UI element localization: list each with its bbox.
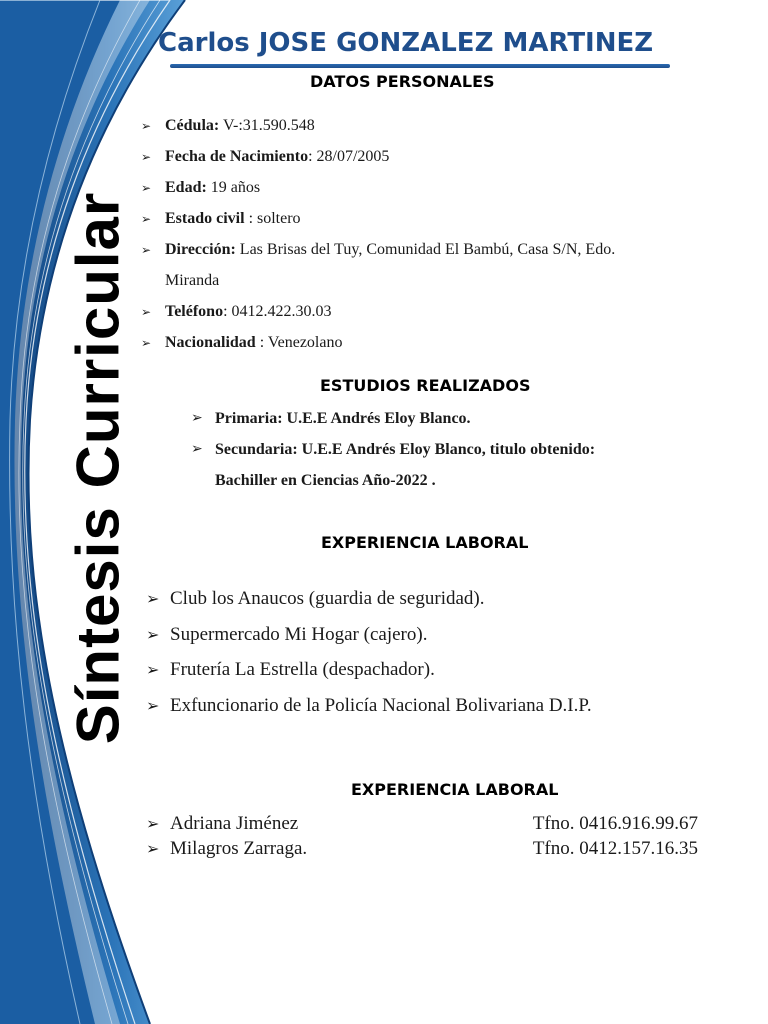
list-item: ➢ Frutería La Estrella (despachador).	[146, 652, 706, 688]
list-item: ➢ Secundaria: U.E.E Andrés Eloy Blanco, titulo obtenido:	[191, 434, 711, 465]
studies-title: ESTUDIOS REALIZADOS	[320, 376, 531, 395]
list-item: ➢ Primaria: U.E.E Andrés Eloy Blanco.	[191, 403, 711, 434]
side-title: Síntesis Curricular	[64, 191, 132, 745]
arrow-bullet-icon: ➢	[141, 336, 152, 350]
references-title: EXPERIENCIA LABORAL	[351, 780, 559, 799]
list-item: ➢ Club los Anaucos (guardia de seguridad).	[146, 581, 706, 617]
arrow-bullet-icon: ➢	[191, 441, 203, 457]
list-item: ➢ Fecha de Nacimiento: 28/07/2005	[141, 141, 701, 172]
list-item	[146, 811, 698, 836]
reference-name: Milagros Zarraga.	[170, 838, 308, 859]
list-item-continuation: Miranda	[165, 272, 220, 289]
arrow-bullet-icon: ➢	[146, 624, 160, 644]
references-list	[146, 811, 698, 861]
experience-list	[146, 581, 706, 723]
person-name: Carlos JOSE GONZALEZ MARTINEZ	[158, 28, 654, 58]
list-item: ➢ Dirección: Las Brisas del Tuy, Comunidad El Bambú, Casa S/N, Edo.	[141, 234, 701, 265]
arrow-bullet-icon: ➢	[141, 119, 152, 133]
list-item: ➢ Cédula: V-:31.590.548	[141, 110, 701, 141]
arrow-bullet-icon: ➢	[146, 660, 160, 679]
reference-name: Adriana Jiménez	[170, 813, 299, 834]
list-item	[146, 836, 698, 861]
arrow-bullet-icon: ➢	[141, 243, 152, 257]
list-item: ➢ Supermercado Mi Hogar (cajero).	[146, 617, 706, 653]
list-item: ➢ Nacionalidad : Venezolano	[141, 327, 701, 358]
list-item-continuation: Bachiller en Ciencias Año-2022 .	[215, 472, 436, 489]
studies-list	[191, 403, 711, 496]
arrow-bullet-icon: ➢	[146, 839, 160, 858]
experience-title: EXPERIENCIA LABORAL	[321, 533, 529, 552]
arrow-bullet-icon: ➢	[146, 814, 160, 833]
reference-phone: Tfno. 0416.916.99.67	[532, 813, 698, 834]
list-item: ➢ Edad: 19 años	[141, 172, 701, 203]
personal-data-title: DATOS PERSONALES	[310, 72, 495, 91]
list-item: ➢ Exfuncionario de la Policía Nacional Bolivariana D.I.P.	[146, 688, 706, 724]
arrow-bullet-icon: ➢	[146, 589, 160, 608]
list-item: ➢ Estado civil : soltero	[141, 203, 701, 234]
arrow-bullet-icon: ➢	[141, 150, 152, 164]
name-underline	[170, 64, 670, 68]
arrow-bullet-icon: ➢	[146, 695, 160, 715]
list-item: ➢ Teléfono: 0412.422.30.03	[141, 296, 701, 327]
arrow-bullet-icon: ➢	[141, 181, 152, 195]
reference-phone: Tfno. 0412.157.16.35	[532, 838, 698, 859]
arrow-bullet-icon: ➢	[141, 305, 152, 319]
personal-data-list	[141, 110, 701, 358]
arrow-bullet-icon: ➢	[191, 410, 203, 426]
arrow-bullet-icon: ➢	[141, 212, 152, 226]
